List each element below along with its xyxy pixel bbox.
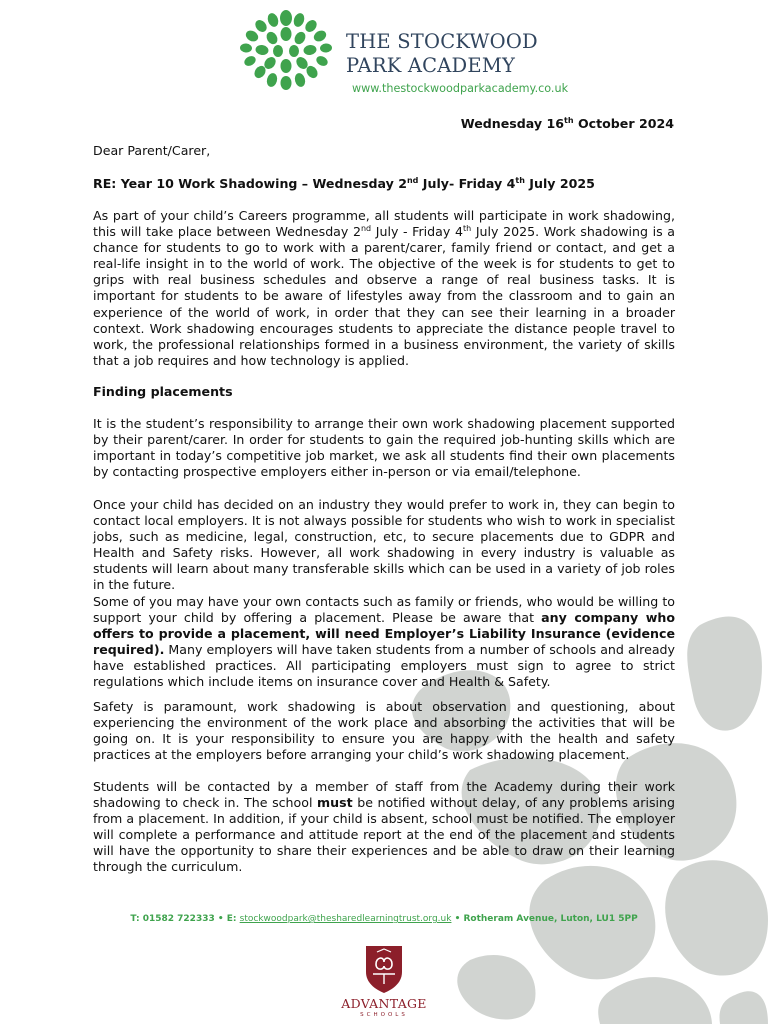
leaf-cluster-logo-icon [234, 8, 338, 90]
school-name [346, 30, 538, 78]
school-name-line1: THE STOCKWOOD [346, 30, 538, 53]
paragraph-intro: As part of your child’s Careers programme, all students will participate in work shadowing, this will take place between Wednesday 2nd July - Friday 4th July 2025. Work shadowing is a chance for students to go to work with a parent/carer, family friend or contact, and get a real-life insight in to the world of work. The objective of the week is for students to get to grips with real business schedules and observe a range of real business tasks. It is important for students to be aware of lifestyles away from the classroom and to gain an experience of the world of work, in order that they can see their learning in a broader context. Work shadowing encourages students to appreciate the distance people travel to work, the professional relationships formed in a business environment, the variety of skills that a job requires and how technology is applied. [93, 208, 675, 368]
footer-phone: T: 01582 722333 [130, 914, 215, 924]
paragraph-safety: Safety is paramount, work shadowing is about observation and questioning, about experiencing the environment of the work place and absorbing the activities that will be going on. It is your responsibility to ensure you are happy with the health and safety practices at the employers before arranging your child’s work shadowing placement. [93, 699, 675, 763]
salutation: Dear Parent/Carer, [93, 143, 211, 158]
bg-leaf [687, 617, 762, 731]
paragraph-responsibility: It is the student’s responsibility to arrange their own work shadowing placement supported by their parent/carer. In order for students to gain the required job-hunting skills which are important in today’s competitive job market, we ask all students find their own placements by contacting prospective employers either in-person or via email/telephone. [93, 416, 675, 480]
footer-address: • Rotheram Avenue, Luton, LU1 5PP [451, 914, 638, 924]
section-heading-finding-placements: Finding placements [93, 384, 233, 399]
advantage-schools-sub: SCHOOLS [360, 1012, 408, 1018]
subject-line: RE: Year 10 Work Shadowing – Wednesday 2nd July- Friday 4th July 2025 [93, 175, 595, 191]
footer-contact: T: 01582 722333 • E: stockwoodpark@thesharedlearningtrust.org.uk • Rotheram Avenue, Luton, LU1 5PP [130, 914, 638, 924]
school-name-line2: PARK ACADEMY [346, 54, 516, 77]
insurance-requirement: any company who offers to provide a placement, will need Employer’s Liability Insurance (evidence required). [93, 610, 675, 658]
advantage-schools-name: ADVANTAGE [341, 996, 427, 1011]
paragraph-industry: Once your child has decided on an industry they would prefer to work in, they can begin to contact local employers. It is not always possible for students who wish to work in specialist jobs, such as medicine, legal, construction, etc, to secure placements due to GDPR and Health and Safety risks. However, all work shadowing in every industry is valuable as students will learn about many transferable skills which can be used in a variety of job roles in the future. [93, 497, 675, 593]
footer-email-link[interactable]: stockwoodpark@thesharedlearningtrust.org.uk [239, 914, 452, 924]
advantage-schools-crest-icon [363, 944, 405, 994]
paragraph-contacts: Some of you may have your own contacts such as family or friends, who would be willing to support your child by offering a placement. Please be aware that any company who offers to provide a placement, will need Employer’s Liability Insurance (evidence required). Many employers will have taken students from a number of schools and already have established practices. All participating employers must sign to agree to strict regulations which include items on insurance cover and Health & Safety. [93, 594, 675, 690]
paragraph-contact-during-placement: Students will be contacted by a member of staff from the Academy during their work shadowing to check in. The school must be notified without delay, of any problems arising from a placement. In addition, if your child is absent, school must be notified. The employer will complete a performance and attitude report at the end of the placement and students will have the opportunity to share their experiences and be able to draw on their learning through the curriculum. [93, 779, 675, 875]
letter-date: Wednesday 16th October 2024 [460, 115, 674, 131]
school-website-link[interactable]: www.thestockwoodparkacademy.co.uk [352, 82, 569, 95]
